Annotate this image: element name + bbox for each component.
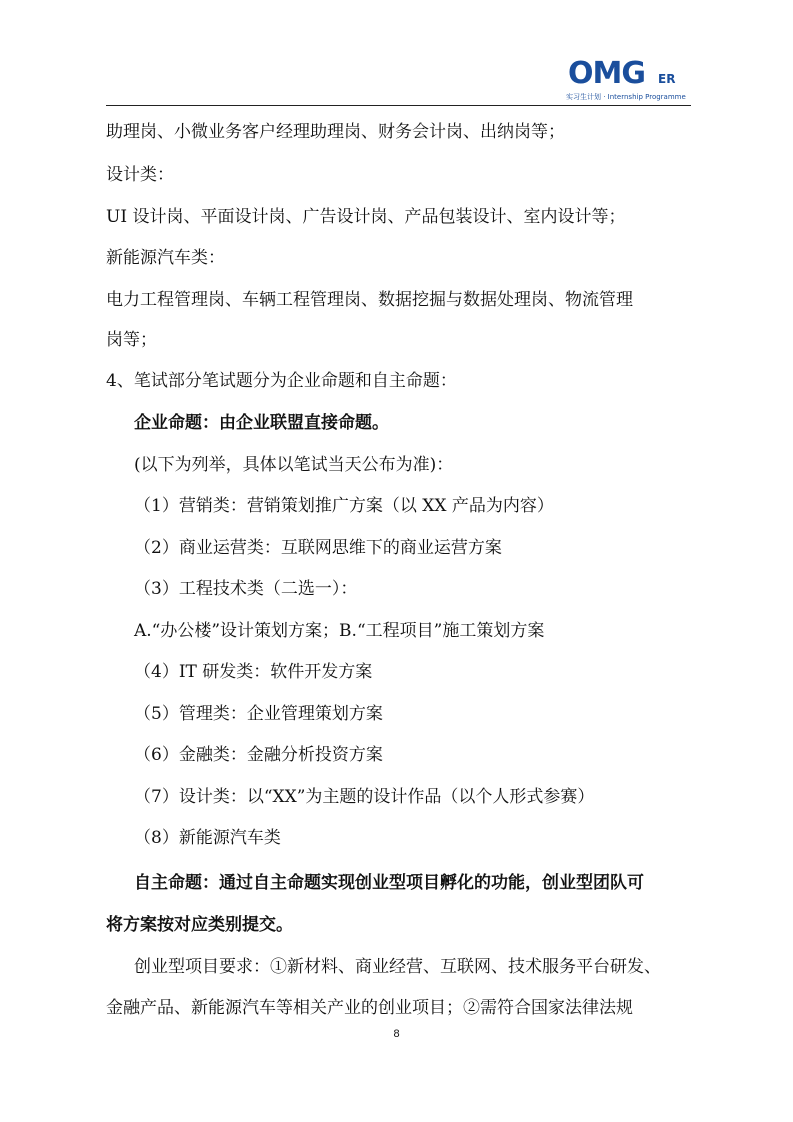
- omger-logo: [566, 58, 686, 104]
- header-divider: [106, 105, 691, 106]
- section-heading-written-test: 4、笔试部分笔试题分为企业命题和自主命题：: [106, 371, 457, 391]
- startup-requirements: 创业型项目要求：①新材料、商业经营、互联网、技术服务平台研发、: [134, 957, 661, 977]
- body-line: 电力工程管理岗、车辆工程管理岗、数据挖掘与数据处理岗、物流管理: [106, 290, 633, 310]
- category-heading-design: 设计类：: [106, 165, 174, 185]
- category-heading-new-energy: 新能源汽车类：: [106, 248, 225, 268]
- self-topic-heading-cont: 将方案按对应类别提交。: [106, 915, 293, 935]
- body-line: 助理岗、小微业务客户经理助理岗、财务会计岗、出纳岗等；: [106, 122, 565, 142]
- topic-item-business: （2）商业运营类：互联网思维下的商业运营方案: [134, 538, 502, 558]
- topic-item-new-energy: （8）新能源汽车类: [134, 828, 281, 848]
- logo-wordmark: OMG: [568, 56, 645, 91]
- logo-tagline: 实习生计划 · Internship Programme: [566, 93, 686, 101]
- topic-item-design: （7）设计类：以“XX”为主题的设计作品（以个人形式参赛）: [134, 787, 595, 807]
- enterprise-topic-heading: 企业命题：由企业联盟直接命题。: [134, 413, 389, 433]
- logo-suffix: ER: [658, 72, 676, 86]
- startup-requirements-cont: 金融产品、新能源汽车等相关产业的创业项目；②需符合国家法律法规: [106, 998, 633, 1018]
- self-topic-heading: 自主命题：通过自主命题实现创业型项目孵化的功能，创业型团队可: [134, 873, 644, 893]
- body-line: UI 设计岗、平面设计岗、广告设计岗、产品包装设计、室内设计等；: [106, 207, 626, 227]
- topic-item-management: （5）管理类：企业管理策划方案: [134, 704, 383, 724]
- topic-item-it: （4）IT 研发类：软件开发方案: [134, 662, 373, 682]
- topic-item-finance: （6）金融类：金融分析投资方案: [134, 745, 383, 765]
- note-line: (以下为列举，具体以笔试当天公布为准)：: [134, 455, 454, 475]
- page-number: 8: [393, 1028, 400, 1040]
- body-line: 岗等；: [106, 330, 157, 350]
- topic-item-marketing: （1）营销类：营销策划推广方案（以 XX 产品为内容）: [134, 496, 554, 516]
- topic-item-engineering: （3）工程技术类（二选一）：: [134, 579, 358, 599]
- topic-item-engineering-options: A.“办公楼”设计策划方案；B.“工程项目”施工策划方案: [134, 621, 545, 641]
